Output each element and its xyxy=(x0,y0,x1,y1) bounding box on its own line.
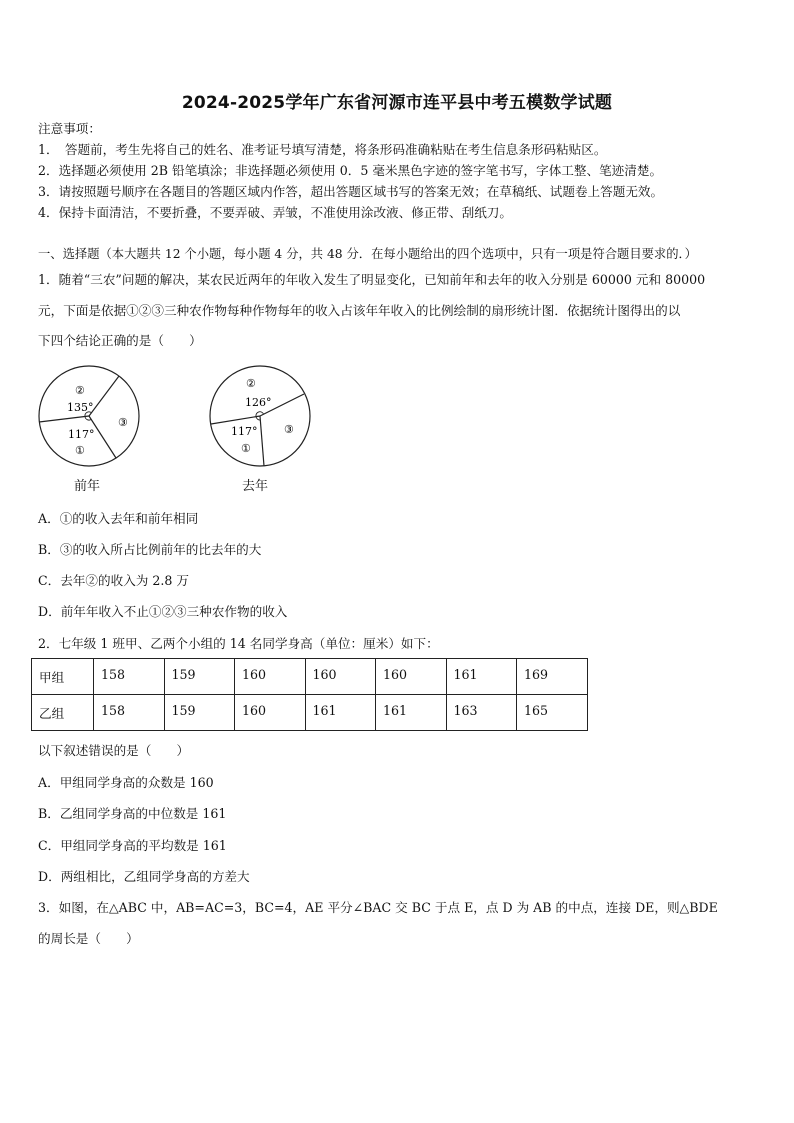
height-cell: 160 xyxy=(235,695,306,731)
pie-label-2: ② xyxy=(246,377,256,390)
q2-stem: 2．七年级 1 班甲、乙两个小组的 14 名同学身高（单位：厘米）如下： xyxy=(38,636,439,651)
height-cell: 161 xyxy=(305,695,376,731)
q2-option-a: A．甲组同学身高的众数是 160 xyxy=(38,775,214,790)
pie-angle-1: 117° xyxy=(231,425,258,438)
q2-option-c: C．甲组同学身高的平均数是 161 xyxy=(38,838,227,853)
pie-label-3: ③ xyxy=(284,423,294,436)
notice-item: 4．保持卡面清洁，不要折叠，不要弄破、弄皱，不准使用涂改液、修正带、刮纸刀。 xyxy=(38,205,512,220)
q1-option-a: A．①的收入去年和前年相同 xyxy=(38,511,199,526)
height-cell: 158 xyxy=(94,695,165,731)
height-cell: 163 xyxy=(446,695,517,731)
notice-item: 2．选择题必须使用 2B 铅笔填涂；非选择题必须使用 0．5 毫米黑色字迹的签字笔书写，字体工整、笔迹清楚。 xyxy=(38,163,663,178)
height-cell: 169 xyxy=(517,659,588,695)
pie-label-1: ① xyxy=(241,442,251,455)
pie-caption: 前年 xyxy=(74,479,101,494)
q3-stem-line: 的周长是（ ） xyxy=(38,931,139,946)
section-heading: 一、选择题（本大题共 12 个小题，每小题 4 分，共 48 分．在每小题给出的四个选项中，只有一项是符合题目要求的．） xyxy=(38,247,697,261)
q1-option-d: D．前年年收入不止①②③三种农作物的收入 xyxy=(38,604,288,619)
pie-sector-line xyxy=(211,416,260,424)
pie-label-2: ② xyxy=(75,384,85,397)
notice-heading: 注意事项： xyxy=(38,121,101,136)
height-cell: 160 xyxy=(235,659,306,695)
pie-sector-line xyxy=(39,416,89,422)
height-cell: 165 xyxy=(517,695,588,731)
height-cell: 159 xyxy=(164,659,235,695)
notice-item: 3．请按照题号顺序在各题目的答题区域内作答，超出答题区域书写的答案无效；在草稿纸、试题卷上答题无效。 xyxy=(38,184,664,199)
height-cell: 161 xyxy=(446,659,517,695)
pie-angle-1: 117° xyxy=(68,428,95,441)
pie-label-1: ① xyxy=(75,444,85,457)
height-table xyxy=(31,658,588,731)
height-cell: 159 xyxy=(164,695,235,731)
pie-sector-line xyxy=(260,416,264,466)
pie-angle-2: 135° xyxy=(67,401,94,414)
table-row xyxy=(32,659,588,695)
q1-stem-line: 下四个结论正确的是（ ） xyxy=(38,333,202,348)
height-cell: 160 xyxy=(376,659,447,695)
q2-question: 以下叙述错误的是（ ） xyxy=(38,743,190,758)
group-cell: 甲组 xyxy=(32,659,94,695)
q3-stem-line: 3．如图，在△ABC 中，AB=AC=3，BC=4，AE 平分∠BAC 交 BC 于点 E，点 D 为 AB 的中点，连接 DE，则△BDE xyxy=(38,900,718,915)
table-row xyxy=(32,695,588,731)
pie-label-3: ③ xyxy=(118,416,128,429)
q2-option-b: B．乙组同学身高的中位数是 161 xyxy=(38,806,227,821)
height-cell: 160 xyxy=(305,659,376,695)
q1-stem-line: 元，下面是依据①②③三种农作物每种作物每年的收入占该年年收入的比例绘制的扇形统计图．依据统计图得出的以 xyxy=(38,303,681,318)
pie-angle-2: 126° xyxy=(245,396,272,409)
height-cell: 158 xyxy=(94,659,165,695)
pie-chart-last-year xyxy=(207,365,313,469)
notice-item: 1． 答题前，考生先将自己的姓名、准考证号填写清楚，将条形码准确粘贴在考生信息条形码粘贴区。 xyxy=(38,142,607,157)
height-cell: 161 xyxy=(376,695,447,731)
q1-stem-line: 1．随着“三农”问题的解决，某农民近两年的年收入发生了明显变化，已知前年和去年的收入分别是 60000 元和 80000 xyxy=(38,272,706,287)
pie-caption: 去年 xyxy=(242,479,269,494)
pie-sector-line xyxy=(89,376,119,416)
pie-chart-previous-year xyxy=(34,365,144,467)
q1-option-c: C．去年②的收入为 2.8 万 xyxy=(38,573,190,588)
group-cell: 乙组 xyxy=(32,695,94,731)
page-title: 2024-2025学年广东省河源市连平县中考五模数学试题 xyxy=(181,93,613,113)
q2-option-d: D．两组相比，乙组同学身高的方差大 xyxy=(38,869,250,884)
q1-option-b: B．③的收入所占比例前年的比去年的大 xyxy=(38,542,262,557)
